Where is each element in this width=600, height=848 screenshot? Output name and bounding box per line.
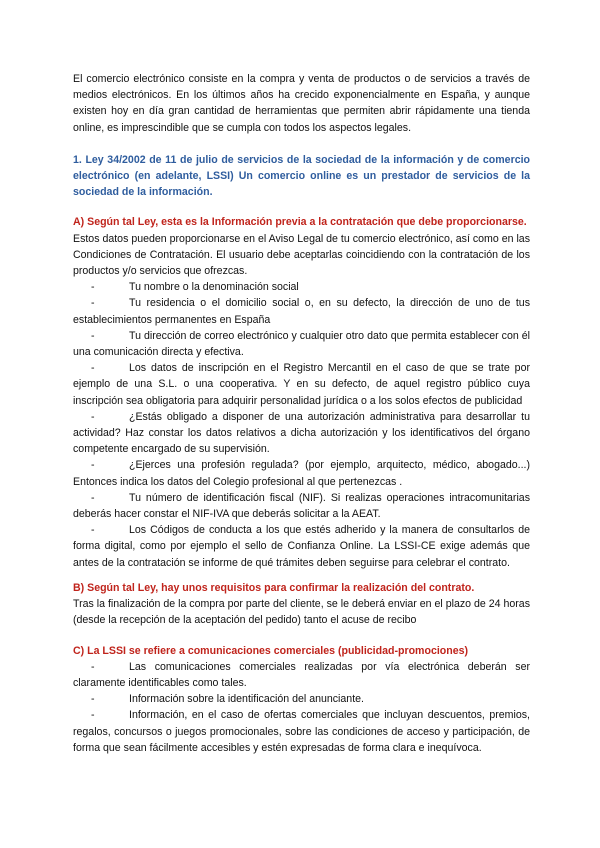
list-item: - Información sobre la identificación del anunciante. (91, 693, 364, 706)
list-item: - Las comunicaciones comerciales realizadas por vía electrónica deberán ser claramente identificables como tales. (73, 660, 530, 689)
section-b-title: B) Según tal Ley, hay unos requisitos para confirmar la realización del contrato. (73, 581, 475, 594)
list-item: - Tu dirección de correo electrónico y cualquier otro dato que permita establecer con él una comunicación directa y efectiva. (73, 329, 530, 359)
list-item: - Tu residencia o el domicilio social o, en su defecto, la dirección de uno de tus establecimientos permanentes en España (73, 297, 530, 326)
list-item: - Tu número de identificación fiscal (NIF). Si realizas operaciones intracomunitarias deberás hacer constar el NIF-IVA que deberás solicitar a la AEAT. (73, 491, 530, 521)
section-a-title: A) Según tal Ley, esta es la Información previa a la contratación que debe proporcionarse. (73, 216, 527, 229)
section-a-list (73, 279, 530, 571)
section-c-title: C) La LSSI se refiere a comunicaciones comerciales (publicidad-promociones) (73, 644, 469, 657)
section-b-text: Tras la finalización de la compra por parte del cliente, se le deberá enviar en el plazo de 24 horas (desde la recepción de la aceptación del pedido) tanto el acuse de recibo (73, 598, 530, 627)
list-item: - ¿Ejerces una profesión regulada? (por ejemplo, arquitecto, médico, abogado...) Entonces indica los datos del Colegio profesional al que pertenezcas . (73, 459, 530, 488)
document-page (73, 71, 530, 756)
list-item: - Los Códigos de conducta a los que estés adherido y la manera de consultarlos de forma digital, como por ejemplo el sello de Confianza Online. La LSSI-CE exige además que antes de la contratación se informe de qué trámites deben seguirse para celebrar el contrato. (73, 524, 530, 569)
list-item: - Información, en el caso de ofertas comerciales que incluyan descuentos, premios, regalos, concursos o juegos promocionales, sobre las condiciones de acceso y participación, de forma que sean fácilmente accesibles y estén expresadas de forma clara e inequívoca. (73, 709, 530, 754)
section-c-list (73, 659, 530, 756)
list-item: - ¿Estás obligado a disponer de una autorización administrativa para desarrollar tu actividad? Haz constar los datos relativos a dicha autorización y los identificativos del órgano competente encargado de su supervisión. (73, 410, 530, 456)
section-a-text: Estos datos pueden proporcionarse en el Aviso Legal de tu comercio electrónico, así como en las Condiciones de Contratación. El usuario debe aceptarlas coincidiendo con la contratación de los productos y/o servicios que ofrezcas. (73, 232, 530, 278)
list-item: - Tu nombre o la denominación social (91, 281, 299, 294)
intro-paragraph: El comercio electrónico consiste en la compra y venta de productos o de servicios a través de medios electrónicos. En los últimos años ha crecido exponencialmente en España, y aunque existen hoy en día gran cantidad de herramientas que permiten abrir rápidamente una tienda online, es imprescindible que se cumpla con todos los aspectos legales. (73, 73, 530, 134)
heading-ley-34-2002: 1. Ley 34/2002 de 11 de julio de servicios de la sociedad de la información y de comercio electrónico (en adelante, LSSI) Un comercio online es un prestador de servicios de la sociedad de la información. (73, 153, 530, 199)
list-item: - Los datos de inscripción en el Registro Mercantil en el caso de que se trate por ejemplo de una S.L. o una cooperativa. Y en su defecto, de aquel registro público cuya inscripción sea obligatoria para adquirir personalidad jurídica o a los solos efectos de publicidad (73, 362, 530, 407)
